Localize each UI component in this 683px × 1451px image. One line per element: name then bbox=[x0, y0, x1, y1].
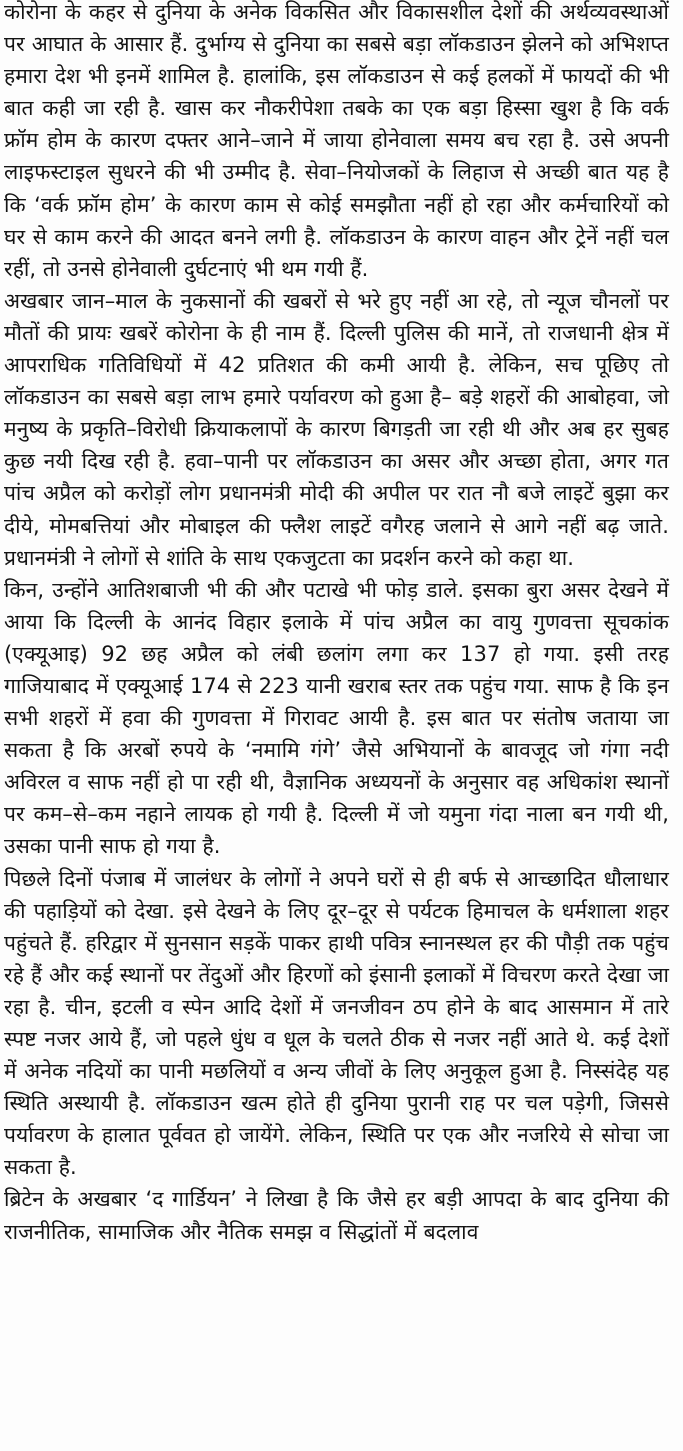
article-paragraph-2: अखबार जान–माल के नुकसानों की खबरों से भरे हुए नहीं आ रहे, तो न्यूज चौनलों पर मौतों की प्रायः खबरें कोरोना के ही नाम हैं. दिल्ली पुलिस की मानें, तो राजधानी क्षेत्र में आपराधिक गतिविधियों में 42 प्रतिशत की कमी आयी है. लेकिन, सच पूछिए तो लॉकडाउन का सबसे बड़ा लाभ हमारे पर्यावरण को हुआ है– बड़े शहरों की आबोहवा, जो मनुष्य के प्रकृति–विरोधी क्रियाकलापों के कारण बिगड़ती जा रही थी और अब हर सुबह कुछ नयी दिख रही है. हवा–पानी पर लॉकडाउन का असर और अच्छा होता, अगर गत पांच अप्रैल को करोड़ों लोग प्रधानमंत्री मोदी की अपील पर रात नौ बजे लाइटें बुझा कर दीये, मोमबत्तियां और मोबाइल की फ्लैश लाइटें वगैरह जलाने से आगे नहीं बढ़ जाते. प्रधानमंत्री ने लोगों से शांति के साथ एकजुटता का प्रदर्शन करने को कहा था. bbox=[4, 288, 669, 570]
article-paragraph-5: ब्रिटेन के अखबार ‘द गार्डियन’ ने लिखा है कि जैसे हर बड़ी आपदा के बाद दुनिया की राजनीतिक, सामाजिक और नैतिक समझ व सिद्धांतों में बदलाव bbox=[4, 1187, 669, 1244]
article-paragraph-4: पिछले दिनों पंजाब में जालंधर के लोगों ने अपने घरों से ही बर्फ से आच्छादित धौलाधार की पहाड़ियों को देखा. इसे देखने के लिए दूर–दूर से पर्यटक हिमाचल के धर्मशाला शहर पहुंचते हैं. हरिद्वार में सुनसान सड़कें पाकर हाथी पवित्र स्नानस्थल हर की पौड़ी तक पहुंच रहे हैं और कई स्थानों पर तेंदुओं और हिरणों को इंसानी इलाकों में विचरण करते देखा जा रहा है. चीन, इटली व स्पेन आदि देशों में जनजीवन ठप होने के बाद आसमान में तारे स्पष्ट नजर आये हैं, जो पहले धुंध व धूल के चलते ठीक से नजर नहीं आते थे. कई देशों में अनेक नदियों का पानी मछलियों व अन्य जीवों के लिए अनुकूल हुआ है. निस्संदेह यह स्थिति अस्थायी है. लॉकडाउन खत्म होते ही दुनिया पुरानी राह पर चल पड़ेगी, जिससे पर्यावरण के हालात पूर्ववत हो जायेंगे. लेकिन, स्थिति पर एक और नजरिये से सोचा जा सकता है. bbox=[4, 866, 669, 1180]
article-body bbox=[4, 0, 669, 1248]
article-paragraph-3: किन, उन्होंने आतिशबाजी भी की और पटाखे भी फोड़ डाले. इसका बुरा असर देखने में आया कि दिल्ली के आनंद विहार इलाके में पांच अप्रैल का वायु गुणवत्ता सूचकांक (एक्यूआइ) 92 छह अप्रैल को लंबी छलांग लगा कर 137 हो गया. इसी तरह गाजियाबाद में एक्यूआई 174 से 223 यानी खराब स्तर तक पहुंच गया. साफ है कि इन सभी शहरों में हवा की गुणवत्ता में गिरावट आयी है. इस बात पर संतोष जताया जा सकता है कि अरबों रुपये के ‘नमामि गंगे’ जैसे अभियानों के बावजूद जो गंगा नदी अविरल व साफ नहीं हो पा रही थी, वैज्ञानिक अध्ययनों के अनुसार वह अधिकांश स्थानों पर कम–से–कम नहाने लायक हो गयी है. दिल्ली में जो यमुना गंदा नाला बन गयी थी, उसका पानी साफ हो गया है. bbox=[4, 577, 669, 859]
article-paragraph-1: कोरोना के कहर से दुनिया के अनेक विकसित और विकासशील देशों की अर्थव्यवस्थाओं पर आघात के आसार हैं. दुर्भाग्य से दुनिया का सबसे बड़ा लॉकडाउन झेलने को अभिशप्त हमारा देश भी इनमें शामिल है. हालांकि, इस लॉकडाउन से कई हलकों में फायदों की भी बात कही जा रही है. खास कर नौकरीपेशा तबके का एक बड़ा हिस्सा खुश है कि वर्क फ्रॉम होम के कारण दफ्तर आने–जाने में जाया होनेवाला समय बच रहा है. उसे अपनी लाइफस्टाइल सुधरने की भी उम्मीद है. सेवा–नियोजकों के लिहाज से अच्छी बात यह है कि ‘वर्क फ्रॉम होम’ के कारण काम से कोई समझौता नहीं हो रहा और कर्मचारियों को घर से काम करने की आदत बनने लगी है. लॉकडाउन के कारण वाहन और ट्रेनें नहीं चल रहीं, तो उनसे होनेवाली दुर्घटनाएं भी थम गयी हैं. bbox=[4, 0, 669, 281]
